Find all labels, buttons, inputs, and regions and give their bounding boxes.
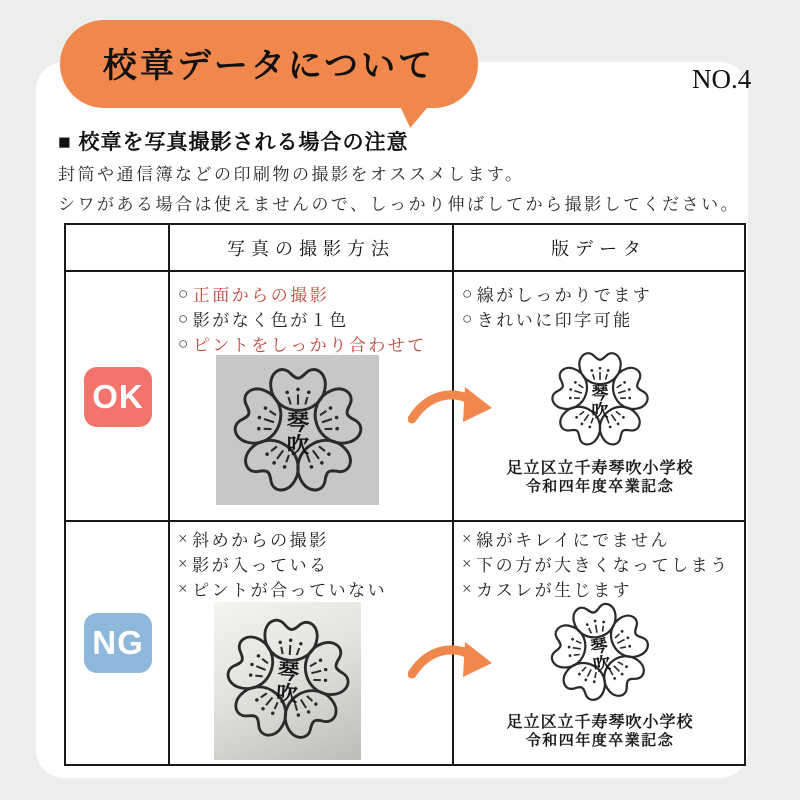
point-text: 下の方が大きくなってしまう [476, 556, 730, 575]
point-text: ピントをしっかり合わせて [192, 336, 427, 355]
circle-mark: ○ [462, 283, 475, 303]
header-plate-data: 版データ [551, 239, 647, 259]
list-item [178, 331, 427, 356]
ok-badge: OK [84, 367, 152, 427]
sakura-emblem-icon [215, 607, 360, 750]
ng-plate-emblem [454, 598, 746, 750]
list-item [462, 281, 652, 306]
cross-mark: × [462, 578, 475, 598]
list-item [462, 526, 730, 551]
ng-emblem-photo [214, 602, 361, 760]
circle-mark: ○ [178, 308, 191, 328]
list-item [462, 551, 730, 576]
list-item [178, 551, 387, 576]
table-row-divider [66, 270, 744, 272]
ok-emblem-photo [216, 355, 379, 505]
table-column-divider [168, 225, 170, 764]
point-text: 影がなく色が１色 [192, 311, 349, 330]
ok-photo-points [178, 281, 427, 356]
list-item [178, 576, 387, 601]
cross-mark: × [178, 578, 191, 598]
ok-plate-emblem [454, 346, 746, 496]
notice-heading: ■ 校章を写真撮影される場合の注意 [58, 131, 409, 154]
point-text: 線がしっかりでます [476, 286, 653, 305]
list-item [462, 306, 652, 331]
school-name-line: 足立区立千寿琴吹小学校 [506, 460, 694, 477]
title-bubble [60, 20, 478, 108]
point-text: 影が入っている [192, 556, 329, 575]
cross-mark: × [178, 553, 191, 573]
page-number: NO.4 [692, 64, 752, 94]
point-text: きれいに印字可能 [476, 311, 633, 330]
point-text: ピントが合っていない [192, 581, 388, 600]
header-photo-method: 写真の撮影方法 [227, 239, 395, 259]
ng-plate-points [462, 526, 730, 601]
school-year-line: 令和四年度卒業記念 [525, 732, 675, 749]
ok-plate-points [462, 281, 652, 331]
sakura-emblem-icon [227, 360, 369, 500]
ng-photo-points [178, 526, 387, 601]
point-text: 線がキレイにでません [476, 531, 671, 550]
circle-mark: ○ [178, 283, 191, 303]
school-year-line: 令和四年度卒業記念 [525, 478, 675, 495]
cross-mark: × [462, 528, 475, 548]
table-row-divider [66, 520, 744, 522]
list-item [178, 306, 427, 331]
point-text: カスレが生じます [476, 581, 633, 600]
list-item [178, 526, 387, 551]
notice-line: 封筒や通信簿などの印刷物の撮影をオススメします。 [58, 165, 525, 184]
cross-mark: × [178, 528, 191, 548]
cross-mark: × [462, 553, 475, 573]
sakura-emblem-icon [545, 346, 655, 452]
school-name-line: 足立区立千寿琴吹小学校 [506, 714, 694, 731]
point-text: 斜めからの撮影 [192, 531, 329, 550]
sakura-emblem-icon [536, 590, 664, 714]
comparison-table [64, 223, 746, 766]
circle-mark: ○ [178, 333, 191, 353]
point-text: 正面からの撮影 [192, 286, 330, 305]
list-item [178, 281, 427, 306]
page-title: 校章データについて [102, 47, 436, 85]
ng-badge: NG [84, 613, 152, 673]
circle-mark: ○ [462, 308, 475, 328]
notice-line: シワがある場合は使えませんので、しっかり伸ばしてから撮影してください。 [58, 195, 741, 214]
